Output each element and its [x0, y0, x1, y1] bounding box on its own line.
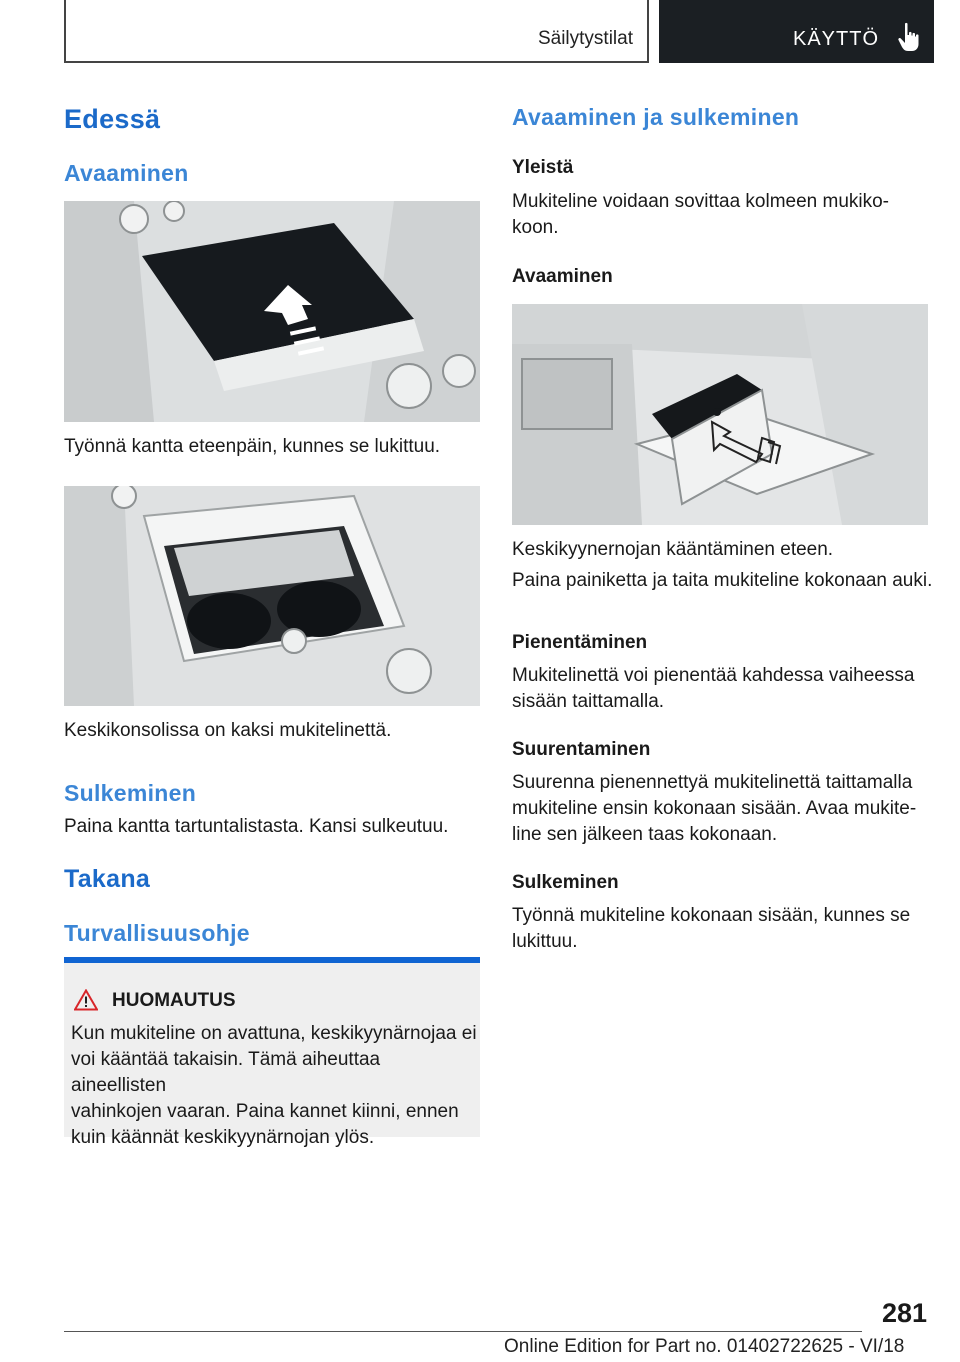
- heading-enlarge: Suurentaminen: [512, 739, 651, 760]
- heading-opening-rear: Avaaminen: [512, 266, 613, 287]
- section-title-rear: Takana: [64, 865, 151, 893]
- notice-line: Kun mukiteline on avattuna, keskikyynärnojaa ei: [71, 1023, 477, 1044]
- figure-rear-armrest-cupholder: [512, 304, 928, 525]
- heading-opening-front: Avaaminen: [64, 160, 189, 186]
- notice-line: kuin käännät keskikyynärnojan ylös.: [71, 1127, 375, 1148]
- edition-note: Online Edition for Part no. 01402722625 - VI/18: [504, 1336, 905, 1357]
- warning-triangle-icon: [74, 989, 98, 1011]
- text-closing-front: Paina kantta tartuntalistasta. Kansi sulkeutuu.: [64, 816, 449, 837]
- heading-closing-rear: Sulkeminen: [512, 872, 619, 893]
- text-line: lukittuu.: [512, 931, 578, 952]
- text-line: Suurenna pienennettyä mukitelinettä taittamalla: [512, 772, 913, 793]
- text-line: Mukiteline voidaan sovittaa kolmeen mukiko-: [512, 191, 890, 212]
- section-title: Säilytystilat: [537, 28, 633, 49]
- footer-divider: [64, 1331, 862, 1332]
- text-enlarge: [512, 770, 916, 848]
- figure-two-cupholders: [64, 486, 480, 706]
- text-line: koon.: [512, 217, 559, 238]
- text-closing-rear: [512, 903, 910, 955]
- caption-push-lid: Työnnä kantta eteenpäin, kunnes se lukittuu.: [64, 436, 441, 457]
- section-title-front: Edessä: [64, 104, 161, 134]
- notice-title: HUOMAUTUS: [112, 990, 236, 1011]
- text-line: mukiteline ensin kokonaan sisään. Avaa mukite-: [512, 798, 917, 819]
- notice-body: [71, 1021, 479, 1151]
- figure-console-lid-push: [64, 201, 480, 422]
- notice-line: vahinkojen vaaran. Paina kannet kiinni, ennen: [71, 1101, 459, 1122]
- heading-closing-front: Sulkeminen: [64, 780, 197, 806]
- page-number: 281: [882, 1298, 928, 1328]
- heading-reduce: Pienentäminen: [512, 632, 648, 653]
- text-line: Mukitelinettä voi pienentää kahdessa vaiheessa: [512, 665, 915, 686]
- caption-press-button: Paina painiketta ja taita mukiteline kokonaan auki.: [512, 570, 933, 591]
- caption-two-cupholders: Keskikonsolissa on kaksi mukitelinettä.: [64, 720, 392, 741]
- heading-safety: Turvallisuusohje: [64, 920, 250, 946]
- text-line: sisään taittamalla.: [512, 691, 665, 712]
- header-section-frame: [64, 0, 649, 63]
- section-title-open-close: Avaaminen ja sulkeminen: [512, 104, 800, 130]
- caption-fold-armrest: Keskikyynernojan kääntäminen eteen.: [512, 539, 834, 560]
- notice-line: voi kääntää takaisin. Tämä aiheuttaa aineellisten: [71, 1049, 381, 1096]
- text-reduce: [512, 663, 914, 715]
- heading-general: Yleistä: [512, 157, 574, 178]
- chapter-title: KÄYTTÖ: [793, 28, 880, 50]
- chapter-tab: [659, 0, 934, 63]
- pointing-hand-icon: [897, 22, 921, 52]
- text-line: Työnnä mukiteline kokonaan sisään, kunnes se: [512, 905, 911, 926]
- text-line: line sen jälkeen taas kokonaan.: [512, 824, 778, 845]
- text-general: [512, 189, 889, 241]
- notice-box: [64, 957, 480, 1148]
